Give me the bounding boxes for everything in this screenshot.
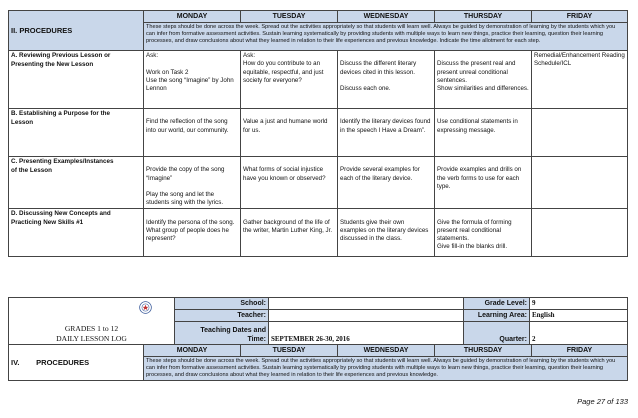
daily-lesson-log-label: DAILY LESSON LOG xyxy=(56,334,127,344)
quarter-value: 2 xyxy=(530,322,628,346)
cell-b-tuesday: Value a just and humane world for us. xyxy=(241,109,338,157)
cell-a-thursday: Discuss the present real and present unreal conditional sentences. Show similarities and differences. xyxy=(435,51,532,109)
cell-c-friday xyxy=(532,157,628,209)
cell-a-wednesday: Discuss the different literary devices cited in this lesson. Discuss each one. xyxy=(338,51,435,109)
cell-d-monday: Identify the persona of the song. What group of people does he represent? xyxy=(144,209,241,257)
day-header-friday: FRIDAY xyxy=(532,11,628,23)
table-row xyxy=(9,51,628,109)
teaching-dates-label-line1: Teaching Dates and xyxy=(200,327,266,334)
procedures-strip xyxy=(8,344,628,381)
row-label-a: A. Reviewing Previous Lesson or Presenting the New Lesson xyxy=(9,51,144,109)
day-header-wednesday: WEDNESDAY xyxy=(338,345,435,357)
day-header-tuesday: TUESDAY xyxy=(241,11,338,23)
table-row xyxy=(9,157,628,209)
cell-c-wednesday: Provide several examples for each of the literary device. xyxy=(338,157,435,209)
school-label: School: xyxy=(175,298,269,310)
day-header-thursday: THURSDAY xyxy=(435,11,532,23)
cell-b-monday: Find the reflection of the song into our world, our community. xyxy=(144,109,241,157)
cell-b-friday xyxy=(532,109,628,157)
cell-b-thursday: Use conditional statements in expressing message. xyxy=(435,109,532,157)
day-header-tuesday: TUESDAY xyxy=(241,345,338,357)
section-title: II. PROCEDURES xyxy=(9,11,144,51)
learning-area-label: Learning Area: xyxy=(464,310,530,322)
cell-a-tuesday: Ask: How do you contribute to an equitable, respectful, and just society for everyone? xyxy=(241,51,338,109)
teaching-dates-label xyxy=(175,322,269,346)
learning-area-value: English xyxy=(530,310,628,322)
table-row xyxy=(9,209,628,257)
day-header-friday: FRIDAY xyxy=(532,345,628,357)
grade-level-value: 9 xyxy=(530,298,628,310)
teacher-label: Teacher: xyxy=(175,310,269,322)
page-number: Page 27 of 133 xyxy=(577,397,628,406)
teacher-value xyxy=(269,310,464,322)
procedures-note-iv: These steps should be done across the week. Spread out the activities appropriately so that students will learn well. Always be guided by demonstration of learning by the students which you can infer from formative assessment activities. Sustain learning systematically by providing students with multiple ways to learn new things, practice their learning, question their learning processes, and draw conclusions about what they learned in relation to their life experiences and previous knowledge. xyxy=(144,357,628,381)
day-header-wednesday: WEDNESDAY xyxy=(338,11,435,23)
section-number: IV. xyxy=(11,357,20,367)
row-label-d: D. Discussing New Concepts and Practicing New Skills #1 xyxy=(9,209,144,257)
cell-d-wednesday: Students give their own examples on the literary devices discussed in the class. xyxy=(338,209,435,257)
section-title-iv: PROCEDURES xyxy=(36,357,90,367)
table-row xyxy=(9,109,628,157)
row-label-c: C. Presenting Examples/Instances of the Lesson xyxy=(9,157,144,209)
cell-a-friday: Remedial/Enhancement Reading Schedule/ICL xyxy=(532,51,628,109)
day-header-thursday: THURSDAY xyxy=(435,345,532,357)
cell-d-friday xyxy=(532,209,628,257)
teaching-dates-label-line2: Time: xyxy=(247,336,266,344)
deped-seal-icon xyxy=(139,301,152,314)
cell-a-monday: Ask: Work on Task 2 Use the song “Imagine” by John Lennon xyxy=(144,51,241,109)
teaching-dates-value: SEPTEMBER 26-30, 2016 xyxy=(269,322,464,346)
cell-c-thursday: Provide examples and drills on the verb forms to use for each type. xyxy=(435,157,532,209)
day-header-monday: MONDAY xyxy=(144,11,241,23)
procedures-section xyxy=(9,345,144,381)
cell-d-tuesday: Gather background of the life of the writer, Martin Luther King, Jr. xyxy=(241,209,338,257)
cell-d-thursday: Give the formula of forming present real conditional statements. Give fill-in the blanks drill. xyxy=(435,209,532,257)
cell-c-monday: Provide the copy of the song “Imagine” Play the song and let the students sing with the lyrics. xyxy=(144,157,241,209)
daily-lesson-log-header xyxy=(8,297,628,346)
row-label-b: B. Establishing a Purpose for the Lesson xyxy=(9,109,144,157)
cell-c-tuesday: What forms of social injustice have you known or observed? xyxy=(241,157,338,209)
quarter-label: Quarter: xyxy=(464,322,530,346)
grades-label: GRADES 1 to 12 xyxy=(64,324,119,334)
day-header-monday: MONDAY xyxy=(144,345,241,357)
grades-title-block xyxy=(9,298,175,346)
school-value xyxy=(269,298,464,310)
cell-b-wednesday: Identify the literary devices found in the speech I Have a Dream”. xyxy=(338,109,435,157)
procedures-note: These steps should be done across the week. Spread out the activities appropriately so that students will learn well. Always be guided by demonstration of learning by the students which you can infer from formative assessment activities. Sustain learning systematically by providing students with multiple ways to learn new things, practice their learning, question their learning processes, and draw conclusions about what they learned in relation to their life experiences and previous knowledge. Indicate the time allotment for each step. xyxy=(144,23,628,51)
grade-level-label: Grade Level: xyxy=(464,298,530,310)
procedures-week-table xyxy=(8,10,628,257)
